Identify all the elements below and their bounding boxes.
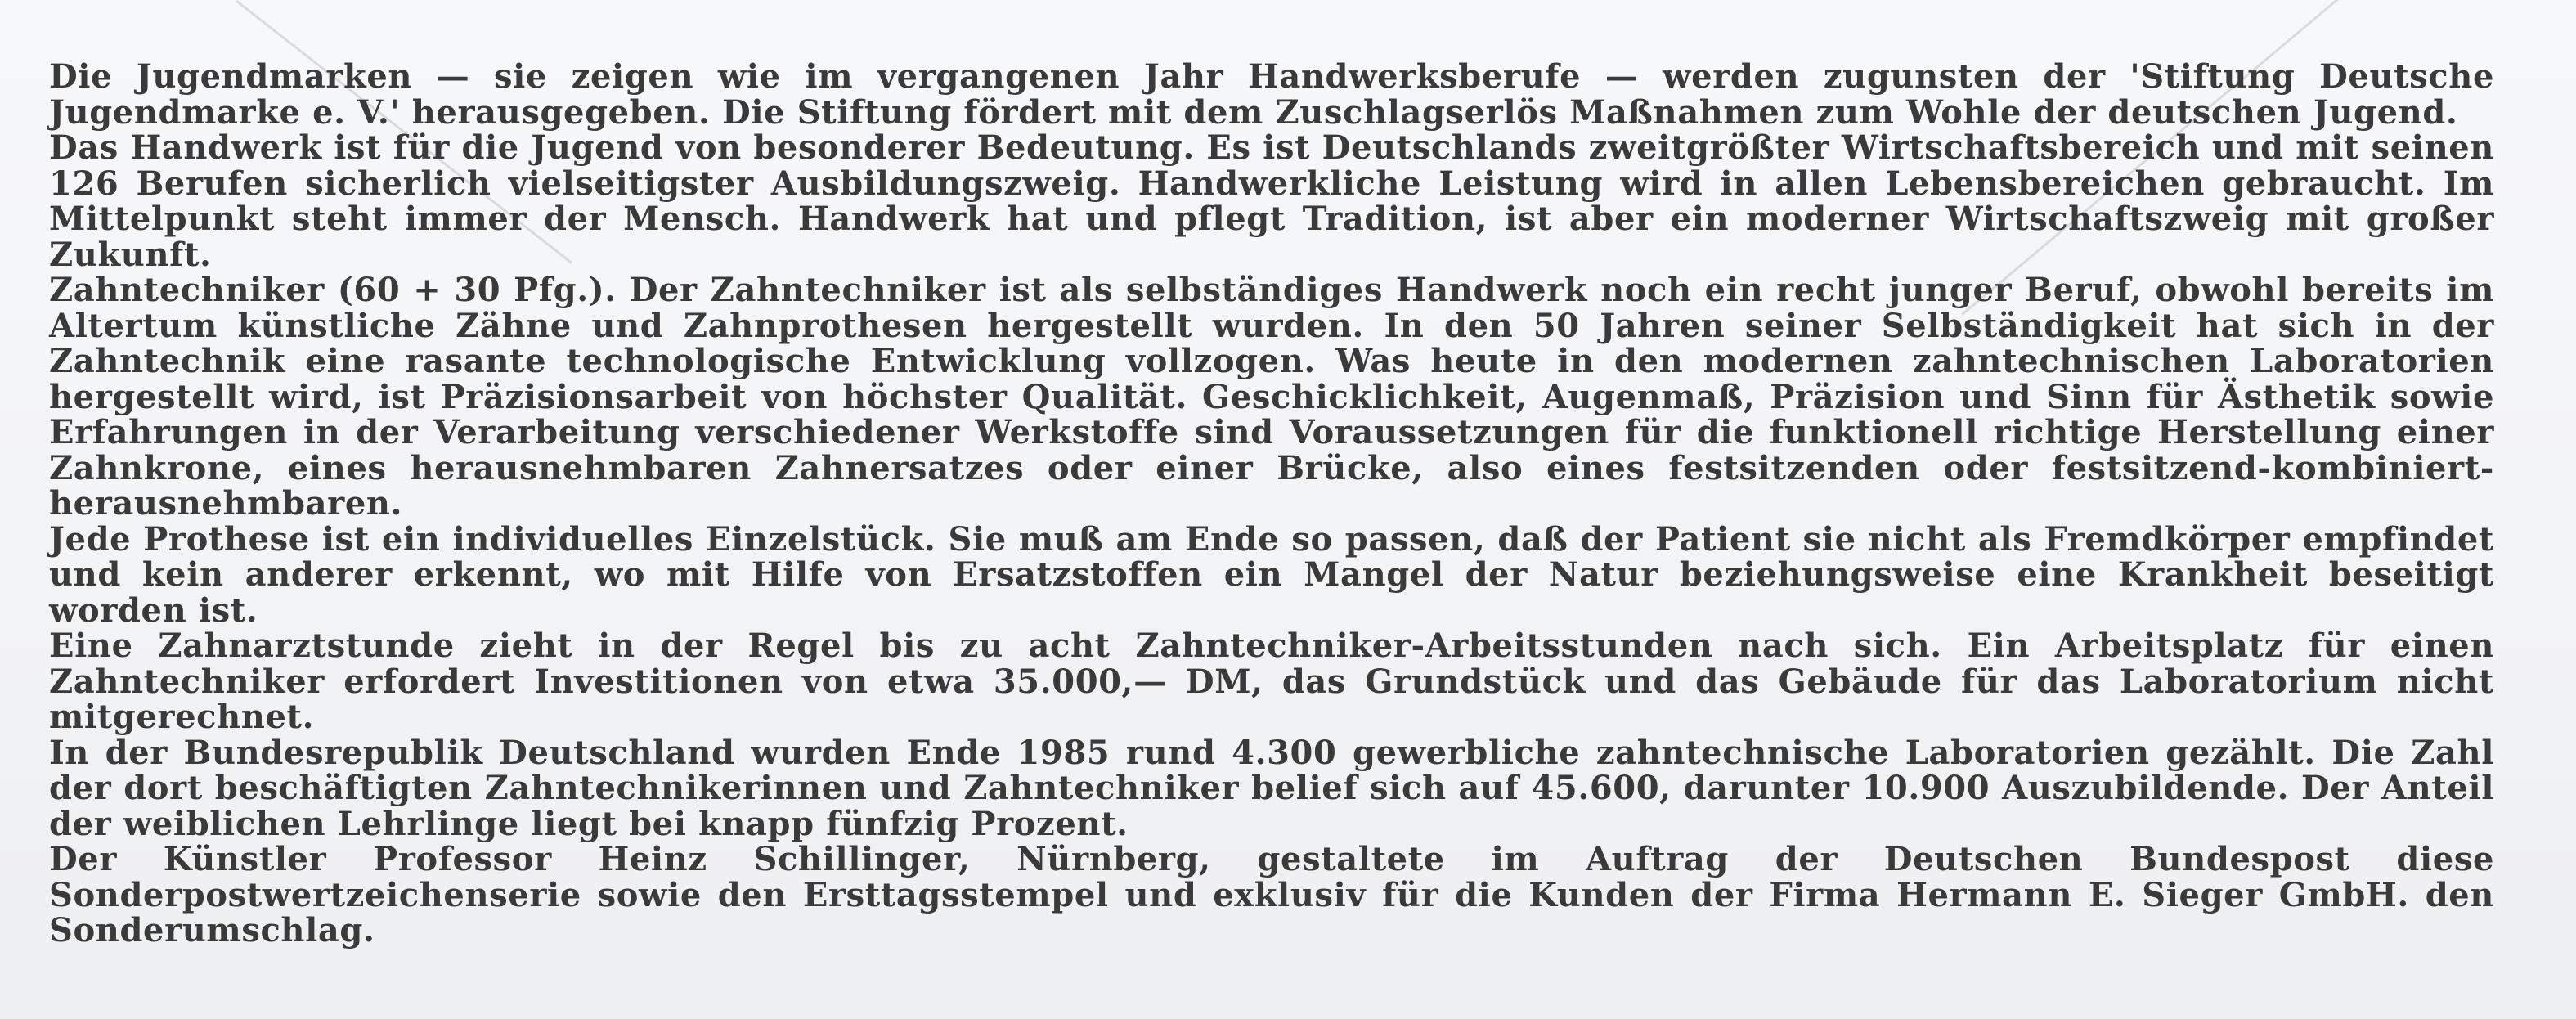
- paragraph-prothese: Jede Prothese ist ein individuelles Einzelstück. Sie muß am Ende so passen, daß der Patient sie nicht als Fremdkörper empfindet und kein anderer erkennt, wo mit Hilfe von Ersatzstoffen ein Mangel der Natur beziehungsweise eine Krankheit beseitigt worden ist.: [49, 519, 2494, 630]
- paragraph-bundesrepublik: In der Bundesrepublik Deutschland wurden Ende 1985 rund 4.300 gewerbliche zahntechnische Laboratorien gezählt. Die Zahl der dort beschäftigten Zahntechnikerinnen und Zahntechniker belief sich auf 45.600, darunter 10.900 Auszubildende. Der Anteil der weiblichen Lehrlinge liegt bei knapp fünfzig Prozent.: [49, 733, 2494, 843]
- paragraph-kuenstler: Der Künstler Professor Heinz Schillinger, Nürnberg, gestaltete im Auftrag der Deutschen Bundespost diese Sonderpostwertzeichenserie sowie den Ersttagsstempel und exklusiv für die Kunden der Firma Hermann E. Sieger GmbH. den Sonderumschlag.: [49, 840, 2494, 949]
- paragraph-zahntechniker: Zahntechniker (60 + 30 Pfg.). Der Zahntechniker ist als selbständiges Handwerk noch ein recht junger Beruf, obwohl bereits im Altertum künstliche Zähne und Zahnprothesen hergestellt wurden. In den 50 Jahren seiner Selbständigkeit hat sich in der Zahntechnik eine rasante technologische Entwicklung vollzogen. Was heute in den modernen zahntechnischen Laboratorien hergestellt wird, ist Präzisionsarbeit von höchster Qualität. Geschicklichkeit, Augenmaß, Präzision und Sinn für Ästhetik sowie Erfahrungen in der Verarbeitung verschiedener Werkstoffe sind Voraussetzungen für die funktionell richtige Herstellung einer Zahnkrone, eines herausnehmbaren Zahnersatzes oder einer Brücke, also eines festsitzenden oder festsitzend-kombiniert-herausnehmbaren.: [49, 271, 2494, 523]
- paragraph-intro: Die Jugendmarken — sie zeigen wie im vergangenen Jahr Handwerksberufe — werden zugunsten der 'Stiftung Deutsche Jugendmarke e. V.' herausgegeben. Die Stiftung fördert mit dem Zuschlagserlös Maßnahmen zum Wohle der deutschen Jugend.: [49, 57, 2494, 132]
- body-text: [49, 59, 2494, 949]
- paragraph-handwerk: Das Handwerk ist für die Jugend von besonderer Bedeutung. Es ist Deutschlands zweitgrößter Wirtschaftsbereich und mit seinen 126 Berufen sicherlich vielseitigster Ausbildungszweig. Handwerkliche Leistung wird in allen Lebensbereichen gebraucht. Im Mittelpunkt steht immer der Mensch. Handwerk hat und pflegt Tradition, ist aber ein moderner Wirtschaftszweig mit großer Zukunft.: [49, 128, 2494, 274]
- paragraph-zahnarztstunde: Eine Zahnarztstunde zieht in der Regel bis zu acht Zahntechniker-Arbeitsstunden nach sich. Ein Arbeitsplatz für einen Zahntechniker erfordert Investitionen von etwa 35.000,— DM, das Grundstück und das Gebäude für das Laboratorium nicht mitgerechnet.: [49, 626, 2494, 736]
